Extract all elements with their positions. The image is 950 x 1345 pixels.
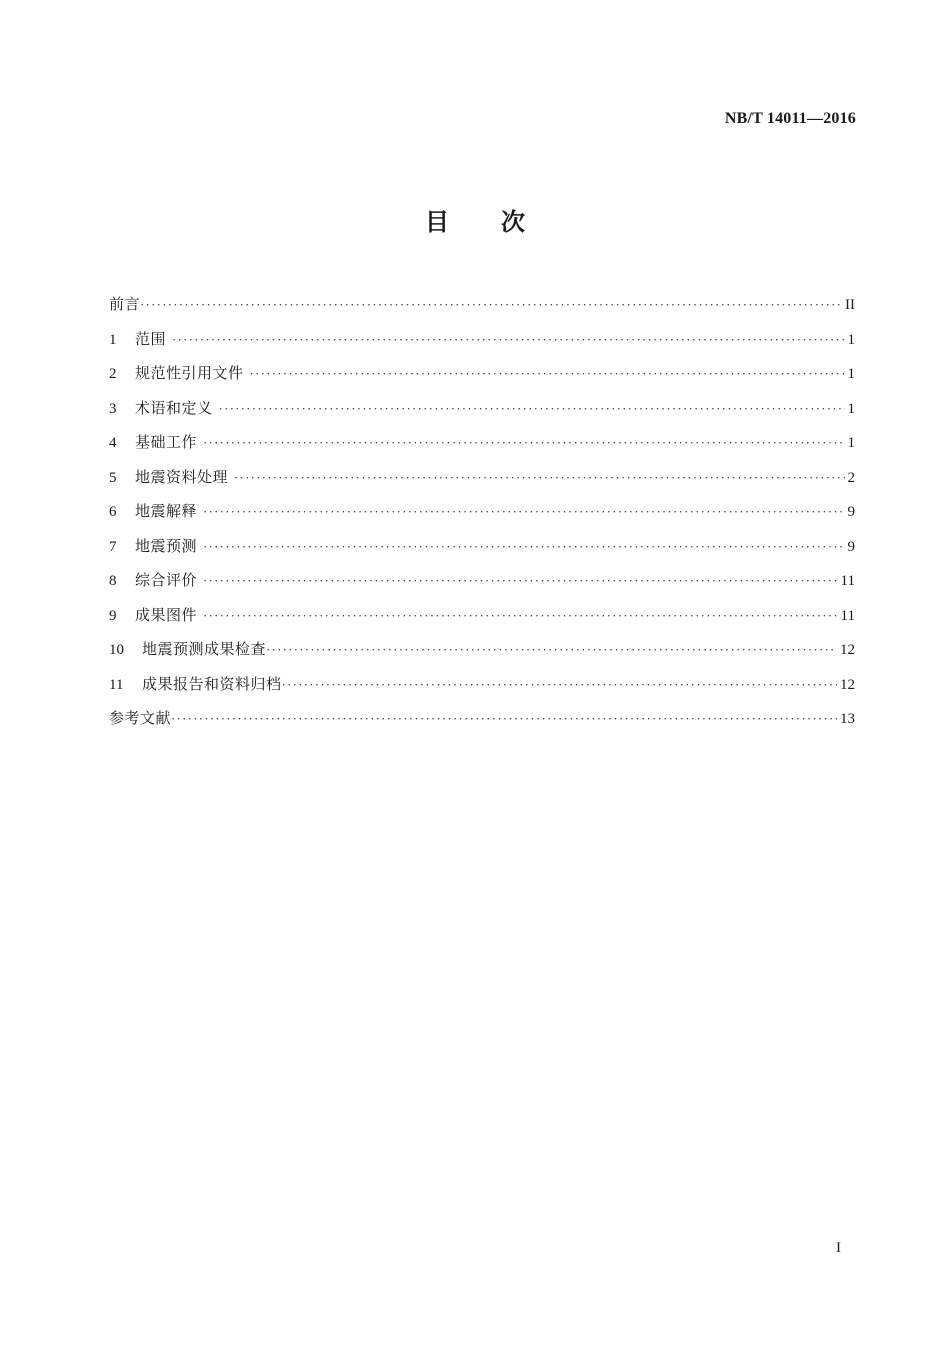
toc-entry-page: 12 xyxy=(840,642,855,658)
toc-leader-dots xyxy=(203,602,838,630)
toc-entry-page: 9 xyxy=(847,538,855,555)
toc-entry-title: 参考文献 xyxy=(109,709,172,727)
toc-leader-dots xyxy=(266,636,837,664)
toc-entry-title: 成果图件 xyxy=(135,605,198,624)
toc-entry-6[interactable] xyxy=(109,497,855,532)
toc-leader-dots xyxy=(203,533,844,561)
table-of-contents xyxy=(109,290,855,739)
toc-leader-dots xyxy=(140,291,842,319)
toc-entry-number: 11 xyxy=(109,676,124,693)
toc-entry-number: 3 xyxy=(109,400,117,417)
page-title-char-1: 目 xyxy=(425,208,449,236)
toc-entry-number: 8 xyxy=(109,573,117,589)
toc-entry-number: 2 xyxy=(109,366,117,382)
toc-entry-foreword[interactable] xyxy=(109,290,855,325)
toc-entry-title: 规范性引用文件 xyxy=(135,364,244,382)
toc-entry-page: 11 xyxy=(840,573,855,589)
toc-entry-5[interactable] xyxy=(109,463,855,498)
page-number: I xyxy=(836,1240,841,1256)
toc-entry-number: 9 xyxy=(109,607,117,624)
toc-leader-dots xyxy=(171,705,837,733)
toc-entry-title: 基础工作 xyxy=(135,433,198,451)
toc-entry-title: 地震预测成果检查 xyxy=(142,640,267,658)
toc-entry-title: 地震预测 xyxy=(135,536,198,555)
toc-entry-title: 成果报告和资料归档 xyxy=(142,674,282,693)
toc-leader-dots xyxy=(203,567,838,595)
toc-entry-page: 12 xyxy=(840,676,855,693)
toc-entry-2[interactable] xyxy=(109,359,855,394)
toc-entry-title: 范围 xyxy=(135,329,167,348)
toc-entry-11[interactable] xyxy=(109,670,855,705)
toc-entry-title: 术语和定义 xyxy=(135,398,213,417)
toc-leader-dots xyxy=(250,360,845,388)
toc-entry-page: 13 xyxy=(840,711,855,727)
toc-entry-number: 6 xyxy=(109,504,117,520)
page-title-char-2: 次 xyxy=(501,208,525,236)
toc-entry-title: 地震解释 xyxy=(135,502,198,520)
toc-entry-references[interactable] xyxy=(109,704,855,739)
toc-entry-page: II xyxy=(845,297,855,313)
toc-entry-page: 11 xyxy=(840,607,855,624)
standard-code: NB/T 14011—2016 xyxy=(724,110,856,127)
toc-entry-title: 综合评价 xyxy=(135,571,198,589)
toc-entry-title: 地震资料处理 xyxy=(135,467,229,486)
toc-entry-title: 前言 xyxy=(109,295,141,313)
toc-entry-page: 9 xyxy=(847,504,855,520)
toc-entry-9[interactable] xyxy=(109,601,855,636)
toc-entry-number: 4 xyxy=(109,435,117,451)
toc-entry-8[interactable] xyxy=(109,566,855,601)
toc-leader-dots xyxy=(282,671,837,699)
toc-entry-page: 2 xyxy=(847,469,855,486)
toc-entry-number: 10 xyxy=(109,642,124,658)
toc-entry-number: 7 xyxy=(109,538,117,555)
toc-entry-page: 1 xyxy=(847,400,855,417)
toc-leader-dots xyxy=(172,326,844,354)
toc-entry-1[interactable] xyxy=(109,325,855,360)
toc-entry-10[interactable] xyxy=(109,635,855,670)
toc-entry-page: 1 xyxy=(847,331,855,348)
toc-leader-dots xyxy=(234,464,844,492)
toc-entry-4[interactable] xyxy=(109,428,855,463)
toc-entry-number: 1 xyxy=(109,331,117,348)
toc-entry-page: 1 xyxy=(847,435,855,451)
page-title xyxy=(0,202,950,237)
toc-leader-dots xyxy=(203,429,844,457)
toc-entry-3[interactable] xyxy=(109,394,855,429)
toc-leader-dots xyxy=(219,395,845,423)
toc-leader-dots xyxy=(203,498,844,526)
toc-entry-page: 1 xyxy=(847,366,855,382)
toc-entry-7[interactable] xyxy=(109,532,855,567)
toc-entry-number: 5 xyxy=(109,469,117,486)
